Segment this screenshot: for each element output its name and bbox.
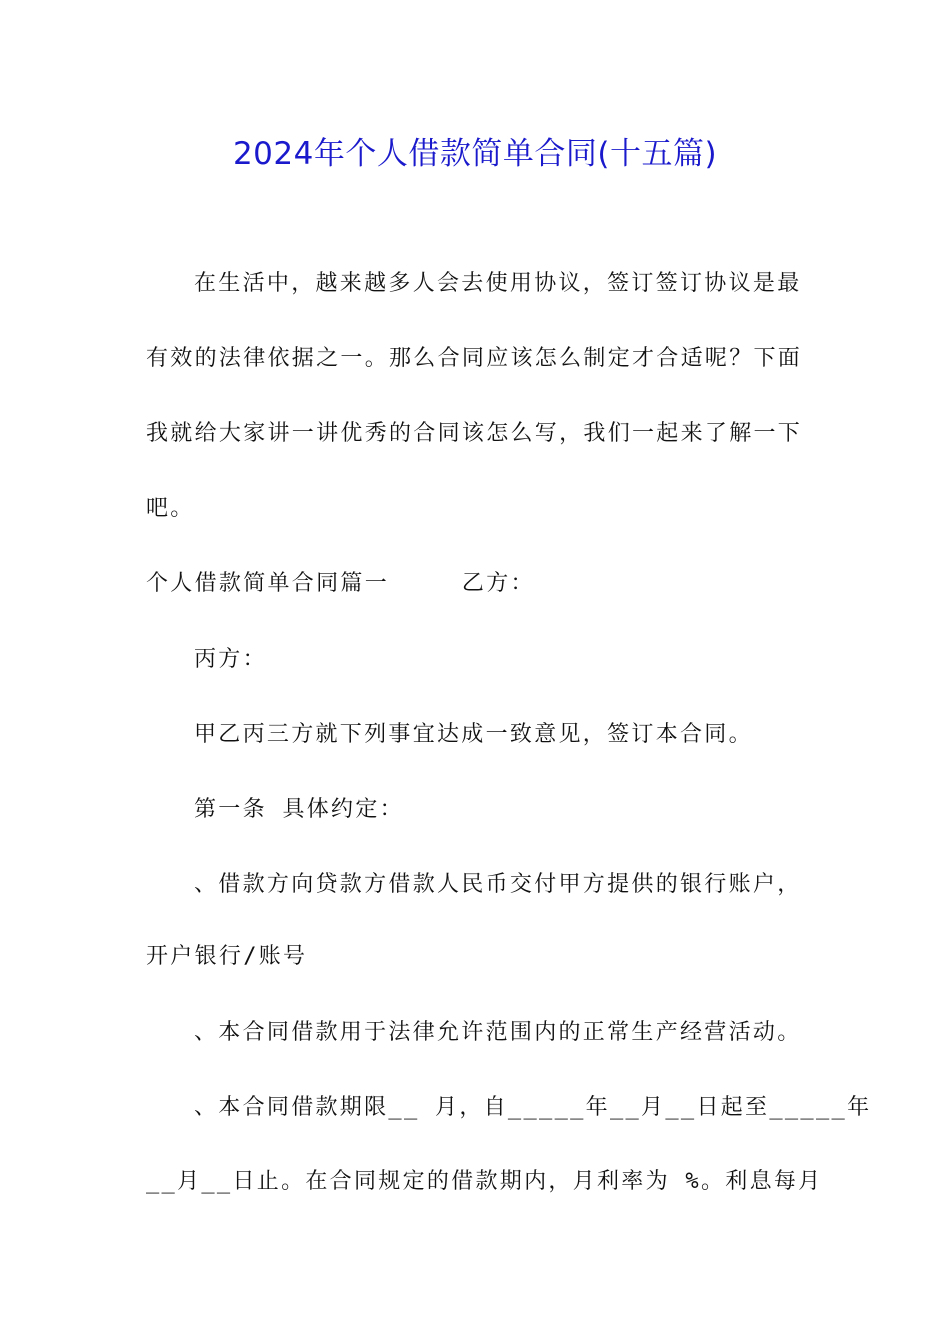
paragraph-line: 有效的法律依据之一。那么合同应该怎么制定才合适呢？下面: [146, 346, 803, 371]
paragraph-line: 、借款方向贷款方借款人民币交付甲方提供的银行账户，: [194, 872, 802, 897]
paragraph-line: 第一条 具体约定：: [194, 797, 404, 822]
paragraph-line: 在生活中，越来越多人会去使用协议，签订签订协议是最: [194, 271, 802, 296]
document-title: 2024年个人借款简单合同(十五篇): [232, 136, 718, 172]
paragraph-line: 、本合同借款期限__ 月，自_____年__月__日起至_____年: [194, 1095, 872, 1120]
paragraph-line: 开户银行/账号: [146, 944, 308, 969]
paragraph-line: 吧。: [146, 496, 195, 521]
paragraph-line: 甲乙丙三方就下列事宜达成一致意见，签订本合同。: [194, 722, 753, 747]
paragraph-line: 丙方：: [194, 647, 267, 672]
paragraph-line: __月__日止。在合同规定的借款期内，月利率为 %。利息每月: [146, 1169, 823, 1194]
paragraph-line: 我就给大家讲一讲优秀的合同该怎么写，我们一起来了解一下: [146, 421, 803, 446]
section-heading: 个人借款简单合同篇一 乙方：: [146, 571, 535, 596]
paragraph-line: 、本合同借款用于法律允许范围内的正常生产经营活动。: [194, 1020, 802, 1045]
